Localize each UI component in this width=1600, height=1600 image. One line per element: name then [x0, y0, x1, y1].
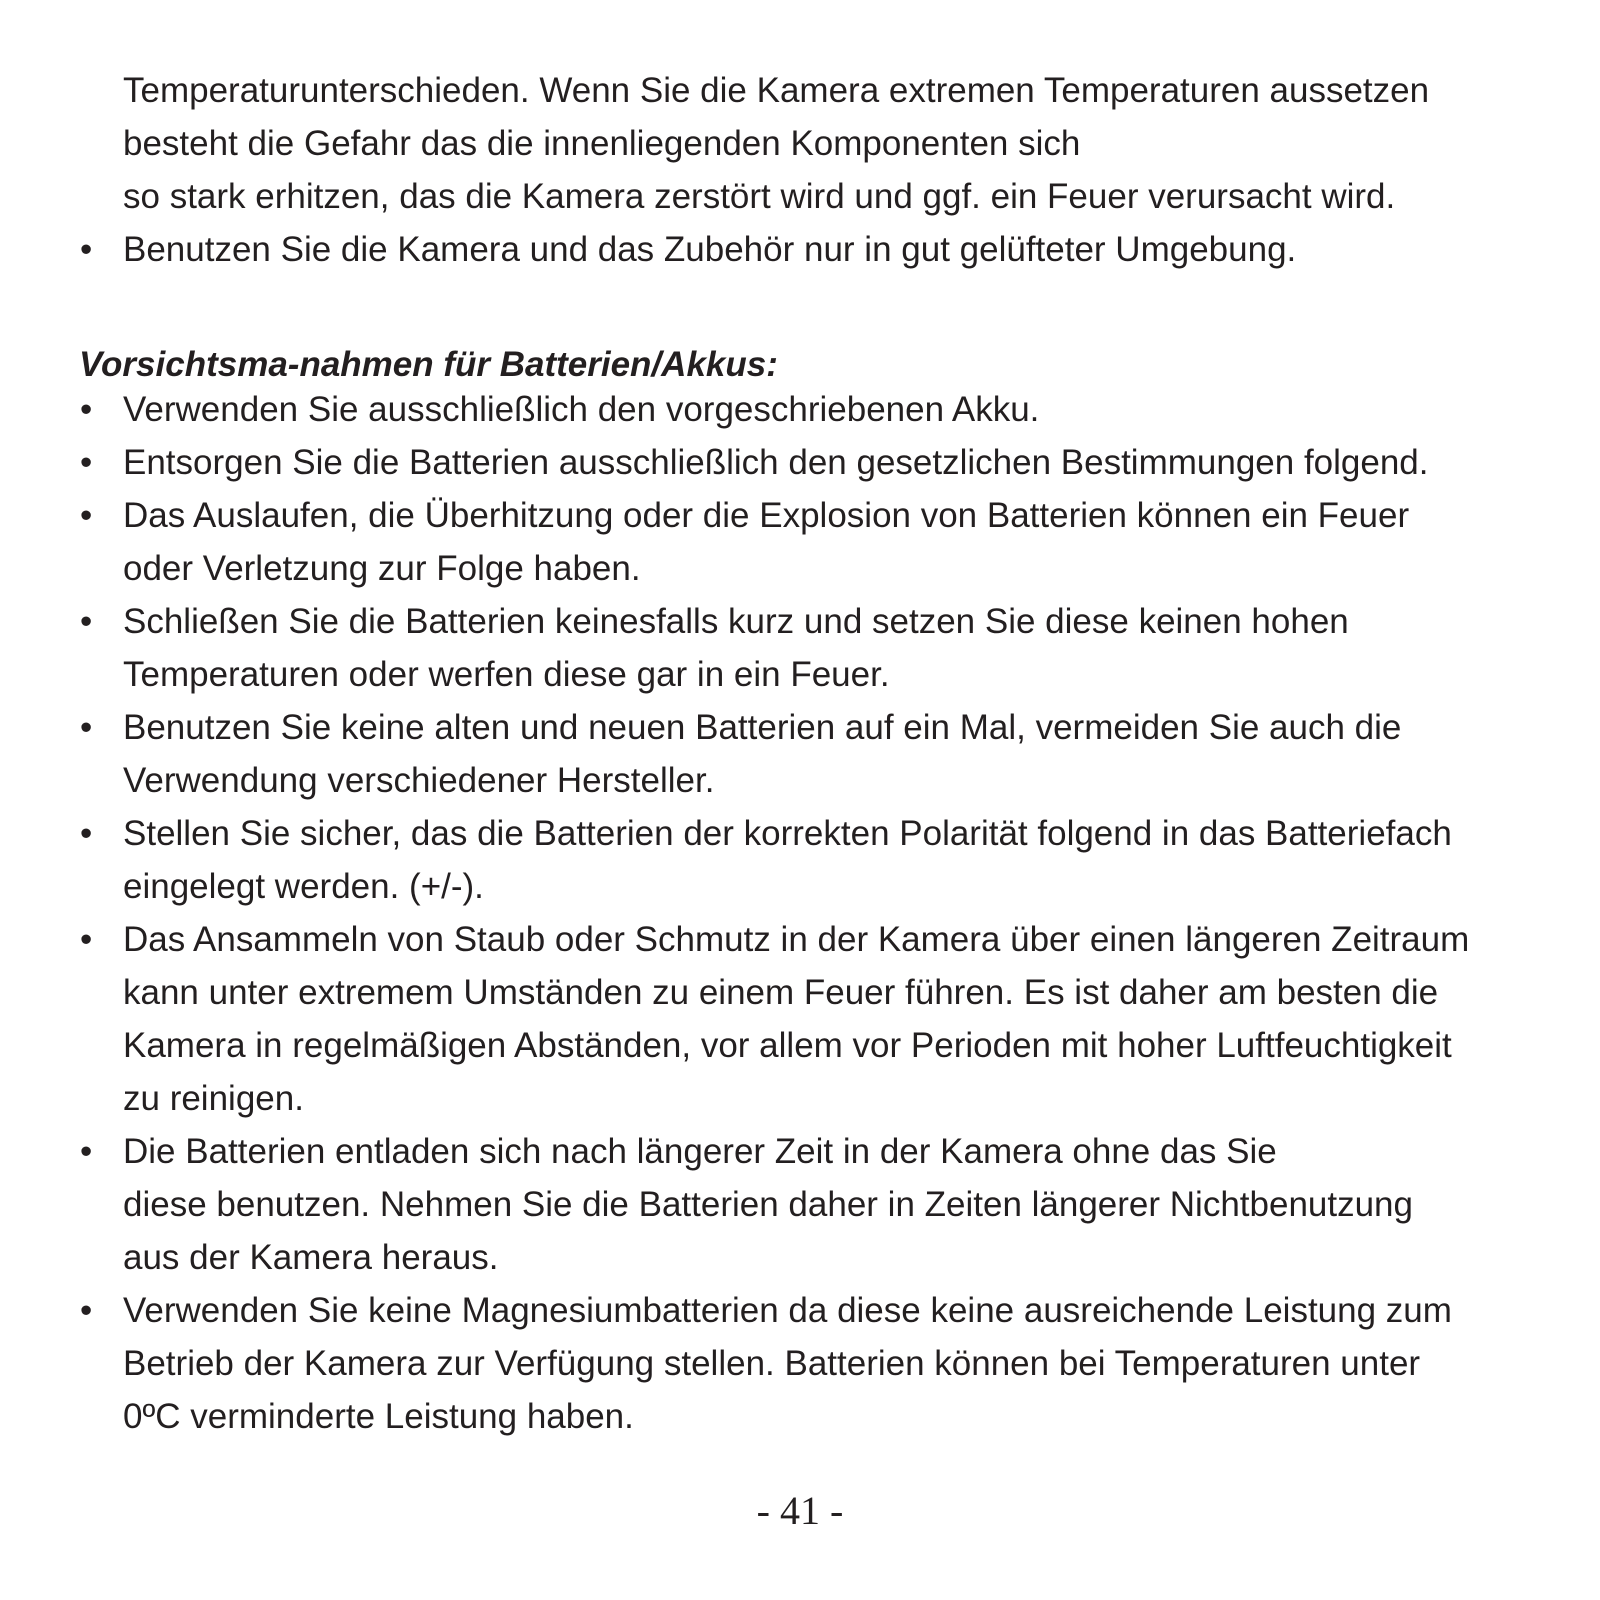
- bullet-symbol: •: [80, 230, 93, 269]
- list-item-line: Benutzen Sie keine alten und neuen Batterien auf ein Mal, vermeiden Sie auch die: [123, 708, 1402, 747]
- bullet-symbol: •: [80, 1132, 93, 1171]
- list-item-line: Verwenden Sie keine Magnesiumbatterien da diese keine ausreichende Leistung zum: [123, 1291, 1452, 1330]
- list-item-line: aus der Kamera heraus.: [123, 1238, 499, 1277]
- bullet-symbol: •: [80, 708, 93, 747]
- bullet-symbol: •: [80, 1291, 93, 1330]
- list-item-line: Das Ansammeln von Staub oder Schmutz in der Kamera über einen längeren Zeitraum: [123, 920, 1470, 959]
- bullet-symbol: •: [80, 443, 93, 482]
- list-item-line: oder Verletzung zur Folge haben.: [123, 549, 641, 588]
- list-item-line: Temperaturen oder werfen diese gar in ein Feuer.: [123, 655, 890, 694]
- list-item-line: kann unter extremem Umständen zu einem Feuer führen. Es ist daher am besten die: [123, 973, 1439, 1012]
- list-item-line: Schließen Sie die Batterien keinesfalls kurz und setzen Sie diese keinen hohen: [123, 602, 1349, 641]
- intro-bullet-text: Benutzen Sie die Kamera und das Zubehör nur in gut gelüfteter Umgebung.: [123, 230, 1297, 269]
- list-item-line: Entsorgen Sie die Batterien ausschließlich den gesetzlichen Bestimmungen folgend.: [123, 443, 1429, 482]
- intro-line: besteht die Gefahr das die innenliegenden Komponenten sich: [123, 124, 1081, 163]
- list-item-line: eingelegt werden. (+/-).: [123, 867, 484, 906]
- list-item-line: Betrieb der Kamera zur Verfügung stellen. Batterien können bei Temperaturen unter: [123, 1344, 1421, 1383]
- intro-line: Temperaturunterschieden. Wenn Sie die Kamera extremen Temperaturen aussetzen: [123, 71, 1430, 110]
- bullet-symbol: •: [80, 496, 93, 535]
- list-item-line: 0ºC verminderte Leistung haben.: [123, 1397, 634, 1436]
- page-number: - 41 -: [756, 1488, 844, 1533]
- list-item-line: Stellen Sie sicher, das die Batterien der korrekten Polarität folgend in das Batteriefach: [123, 814, 1452, 853]
- bullet-symbol: •: [80, 920, 93, 959]
- intro-line: so stark erhitzen, das die Kamera zerstört wird und ggf. ein Feuer verursacht wird.: [123, 177, 1396, 216]
- list-item-line: Die Batterien entladen sich nach längerer Zeit in der Kamera ohne das Sie: [123, 1132, 1277, 1171]
- bullet-symbol: •: [80, 390, 93, 429]
- list-item-line: diese benutzen. Nehmen Sie die Batterien daher in Zeiten längerer Nichtbenutzung: [123, 1185, 1413, 1224]
- list-item-line: Kamera in regelmäßigen Abständen, vor allem vor Perioden mit hoher Luftfeuchtigkeit: [123, 1026, 1452, 1065]
- list-item-line: Verwenden Sie ausschließlich den vorgeschriebenen Akku.: [123, 390, 1040, 429]
- section-heading: Vorsichtsma-nahmen für Batterien/Akkus:: [79, 345, 778, 384]
- bullet-symbol: •: [80, 814, 93, 853]
- bullet-symbol: •: [80, 602, 93, 641]
- list-item-line: zu reinigen.: [123, 1079, 304, 1118]
- list-item-line: Das Auslaufen, die Überhitzung oder die Explosion von Batterien können ein Feuer: [123, 496, 1410, 535]
- list-item-line: Verwendung verschiedener Hersteller.: [123, 761, 715, 800]
